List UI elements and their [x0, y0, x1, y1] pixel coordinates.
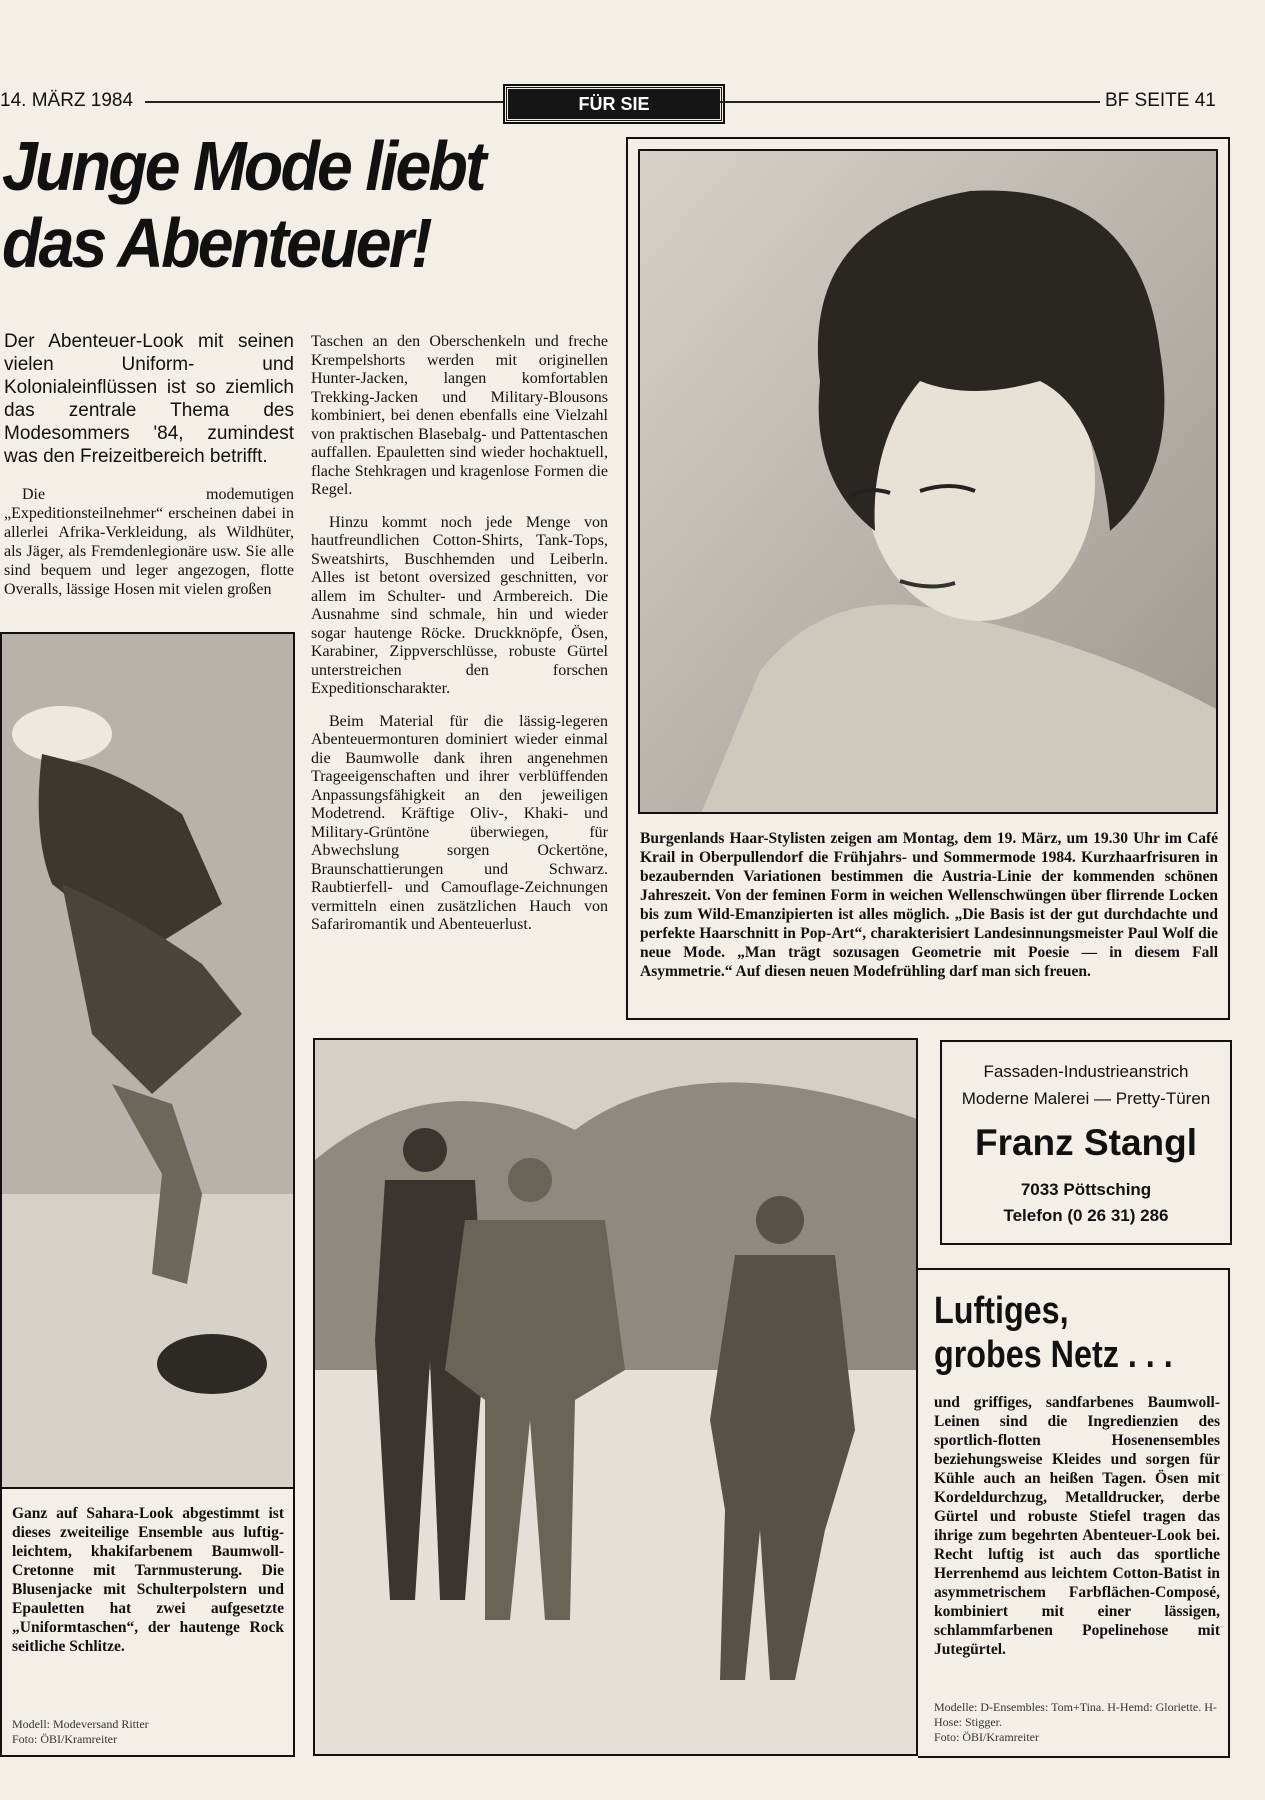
- ad-address: 7033 Pöttsching: [1020, 1180, 1152, 1199]
- article-paragraph: Hinzu kommt noch jede Menge von hautfreundlichen Cotton-Shirts, Tank-Tops, Sweatshirts, Buschhemden und Leiberln. Alles ist betont oversized geschnitten, vor allem im Schulter- und Armbereich. Die Ausnahme sind schmale, hin und wieder sogar hautenge Röcke. Druckknöpfe, Ösen, Karabiner, Zippverschlüsse, robuste Gürtel unterstreichen den forschen Expeditionscharakter.: [311, 513, 608, 697]
- hair-stylist-photo: [638, 149, 1218, 814]
- sahara-feature-box: [0, 632, 295, 1757]
- page-number: BF SEITE 41: [1105, 90, 1216, 111]
- netz-headline-line1: Luftiges,: [934, 1290, 1069, 1332]
- group-fashion-photo: [313, 1038, 918, 1756]
- main-headline-line1: Junge Mode liebt: [2, 127, 484, 205]
- netz-headline-line2: grobes Netz . . .: [934, 1334, 1173, 1376]
- article-paragraph: Beim Material für die lässig-legeren Abenteuermonturen dominiert wieder einmal die Baumwolle dank ihren angenehmen Trageeigenschaften und ihrer verblüffenden Anpassungsfähigkeit an den jeweiligen Modetrend. Kräftige Oliv-, Khaki- und Military-Grüntöne überwiegen, für Abwechslung sorgen Ockertöne, Braunschattierungen und Schwarz. Raubtierfell- und Camouflage-Zeichnungen vermitteln einen zusätzlichen Hauch von Safariromantik und Abenteuerlust.: [311, 712, 608, 933]
- article-column-1: [4, 485, 294, 613]
- ad-line1: Fassaden-Industrieanstrich: [983, 1062, 1189, 1081]
- issue-date: 14. MÄRZ 1984: [0, 90, 134, 111]
- netz-feature-box: [918, 1268, 1230, 1758]
- ad-line2: Moderne Malerei — Pretty-Türen: [961, 1089, 1211, 1108]
- advertisement-box: [940, 1040, 1232, 1245]
- portrait-image: [640, 151, 1218, 814]
- article-paragraph: Taschen an den Oberschenkeln und freche Krempelshorts werden mit originellen Hunter-Jacken, langen komfortablen Trekking-Jacken und Military-Blousons kombiniert, bei denen ebenfalls eine Vielzahl von praktischen Blasebalg- und Pattentaschen auffallen. Epauletten sind wieder hochaktuell, flache Stehkragen und kragenlose Formen die Regel.: [311, 333, 608, 498]
- hair-feature-box: [626, 137, 1230, 1020]
- sahara-look-photo: [2, 634, 293, 1489]
- hair-caption: Burgenlands Haar-Stylisten zeigen am Montag, dem 19. März, um 19.30 Uhr im Café Krail in Oberpullendorf die Frühjahrs- und Sommermode 1984. Kurzhaarfrisuren in bezaubernden Variationen bestimmen die Austria-Linie der kommenden schönen Jahreszeit. Von der feminen Form in weichen Wellenschwüngen über flirrende Locken bis zum Wild-Emanzipierten ist alles möglich. „Die Basis ist der gut durchdachte und perfekte Haarschnitt in Pop-Art“, charakterisiert Landesinnungsmeister Paul Wolf die neue Mode. „Man trägt sozusagen Geometrie mit Poesie — in diesem Fall Asymmetrie.“ Auf diesen neuen Modefrühling darf man sich freuen.: [640, 830, 1218, 980]
- netz-credit-models: Modelle: D-Ensembles: Tom+Tina. H-Hemd: Gloriette. H-Hose: Stigger.: [934, 1700, 1217, 1729]
- sahara-credit-photo: Foto: ÖBI/Kramreiter: [12, 1732, 117, 1746]
- main-headline-line2: das Abenteuer!: [2, 204, 430, 282]
- group-image: [315, 1040, 918, 1756]
- sahara-image: [2, 634, 293, 1489]
- article-paragraph: Die modemutigen „Expeditionsteilnehmer“ erscheinen dabei in allerlei Afrika-Verkleidung, als Wildhüter, als Jäger, als Fremdenlegionäre usw. Sie alle sind bequem und leger angezogen, flotte Overalls, lässige Hosen mit vielen großen: [4, 486, 294, 598]
- intro-paragraph: Der Abenteuer-Look mit seinen vielen Uniform- und Kolonialeinflüssen ist so ziemlich das zentrale Thema des Modesommers '84, zumindest was den Freizeitbereich betrifft.: [4, 331, 294, 467]
- ad-company-name: Franz Stangl: [974, 1122, 1198, 1163]
- netz-body: und griffiges, sandfarbenes Baumwoll-Leinen sind die Ingredienzien des sportlich-flotten Hosenensembles beziehungsweise Kleides und sorgen für Kühle auch an heißen Tagen. Ösen mit Kordeldurchzug, Metalldrucker, derbe Gürtel und robuste Stiefel tragen das ihrige zum begehrten Abenteuer-Look bei. Recht luftig ist auch das sportliche Herrenhemd aus leichtem Cotton-Batist in asymmetrischem Farbflächen-Composé, kombiniert mit einer lässigen, schlammfarbenen Popelinehose mit Jutegürtel.: [934, 1394, 1220, 1658]
- article-intro: [4, 330, 294, 482]
- ad-phone: Telefon (0 26 31) 286: [1003, 1206, 1169, 1225]
- section-label: FÜR SIE: [505, 86, 723, 122]
- sahara-credit-model: Modell: Modeversand Ritter: [12, 1717, 149, 1731]
- netz-credit-photo: Foto: ÖBI/Kramreiter: [934, 1730, 1039, 1744]
- header-rule-left: [145, 101, 505, 103]
- sahara-caption: Ganz auf Sahara-Look abgestimmt ist dieses zweiteilige Ensemble aus luftig-leichtem, khakifarbenem Baumwoll-Cretonne mit Tarnmusterung. Die Blusenjacke mit Schulterpolstern und Epauletten hat zwei aufgesetzte „Uniformtaschen“, der hautenge Rock seitliche Schlitze.: [12, 1505, 284, 1655]
- article-column-2: [311, 333, 608, 949]
- header-rule-right: [720, 101, 1100, 103]
